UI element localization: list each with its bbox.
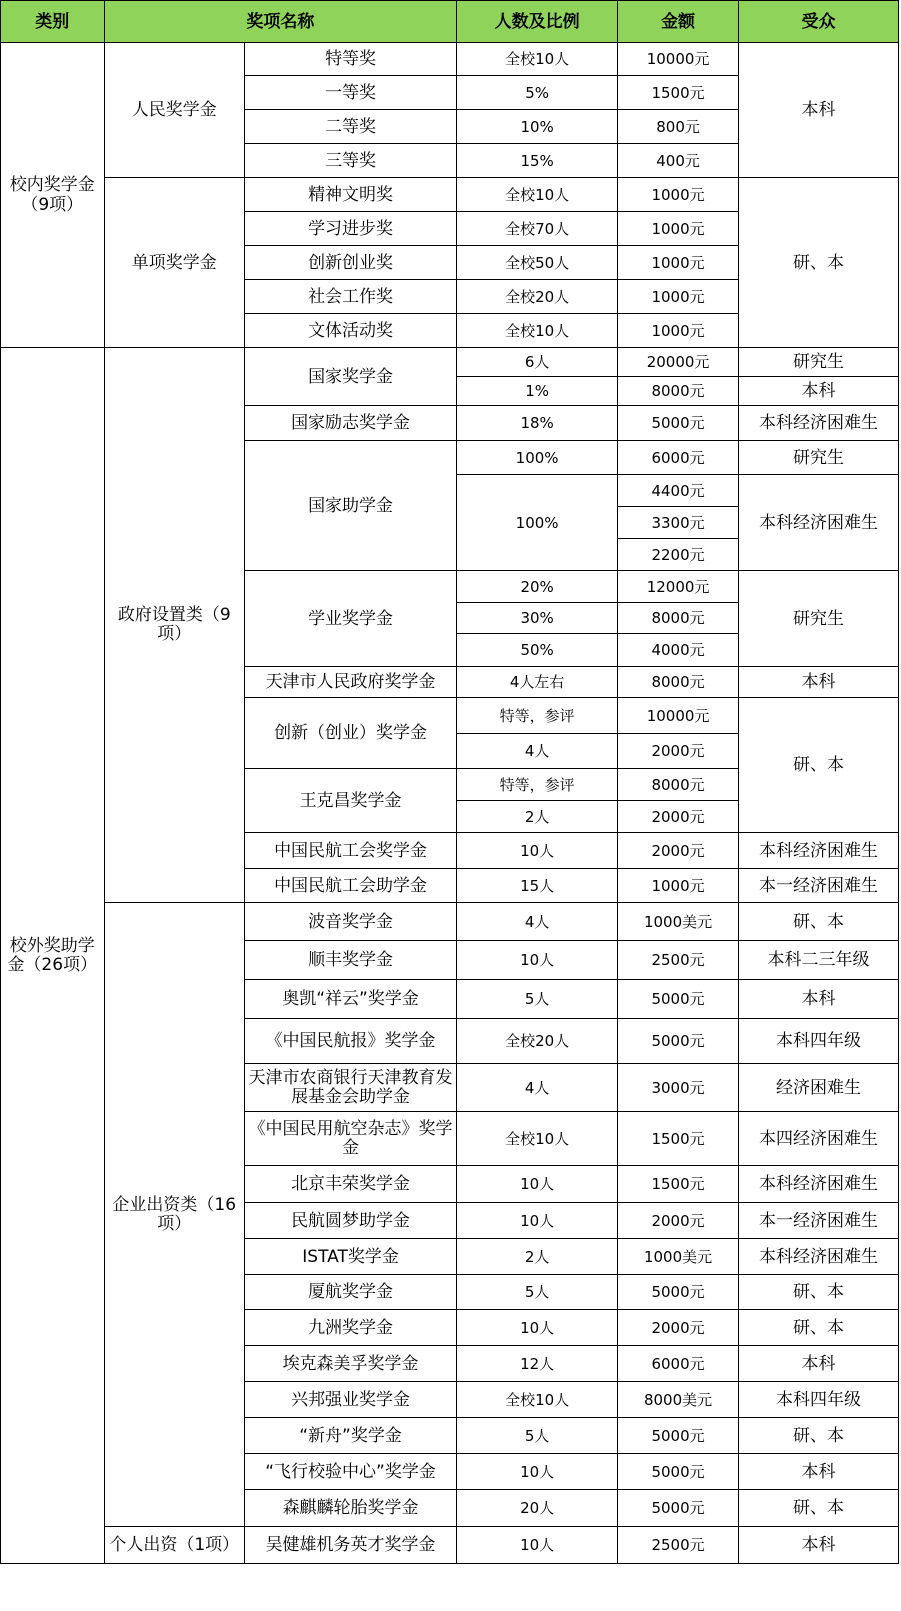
count-cell: 全校10人 [457, 43, 618, 76]
amount-cell: 1000美元 [618, 903, 739, 941]
count-cell: 10人 [457, 941, 618, 980]
amount-cell: 8000元 [618, 769, 739, 801]
amount-cell: 1000元 [618, 869, 739, 903]
header-category: 类别 [1, 1, 105, 43]
audience-cell: 本科经济困难生 [739, 833, 899, 869]
award-name-cell: 学习进步奖 [244, 212, 456, 246]
amount-cell: 2000元 [618, 833, 739, 869]
award-name-cell: 波音奖学金 [244, 903, 456, 941]
count-cell: 4人 [457, 734, 618, 769]
audience-cell: 研、本 [739, 903, 899, 941]
count-cell: 特等，参评 [457, 698, 618, 734]
count-cell: 5人 [457, 1418, 618, 1454]
amount-cell: 1000元 [618, 280, 739, 314]
award-name-cell: 国家奖学金 [244, 348, 456, 406]
count-cell: 10人 [457, 1454, 618, 1490]
amount-cell: 5000元 [618, 1418, 739, 1454]
audience-cell: 本科 [739, 1527, 899, 1564]
audience-cell: 研究生 [739, 571, 899, 667]
amount-cell: 800元 [618, 110, 739, 144]
audience-cell: 研究生 [739, 348, 899, 377]
audience-cell: 本科 [739, 43, 899, 178]
audience-cell: 本科 [739, 377, 899, 406]
amount-cell: 4400元 [618, 475, 739, 507]
amount-cell: 1000元 [618, 178, 739, 212]
audience-cell: 本科四年级 [739, 1382, 899, 1418]
amount-cell: 1500元 [618, 1166, 739, 1203]
audience-cell: 本一经济困难生 [739, 869, 899, 903]
audience-cell: 本四经济困难生 [739, 1112, 899, 1166]
count-cell: 2人 [457, 801, 618, 833]
award-name-cell: 吴健雄机务英才奖学金 [244, 1527, 456, 1564]
header-audience: 受众 [739, 1, 899, 43]
count-cell: 30% [457, 603, 618, 634]
audience-cell: 经济困难生 [739, 1064, 899, 1112]
amount-cell: 2000元 [618, 801, 739, 833]
amount-cell: 8000元 [618, 377, 739, 406]
audience-cell: 研、本 [739, 1310, 899, 1346]
count-cell: 10人 [457, 1166, 618, 1203]
award-name-cell: 三等奖 [244, 144, 456, 178]
audience-cell: 本科二三年级 [739, 941, 899, 980]
category-cell: 校内奖学金（9项） [1, 43, 105, 348]
award-name-cell: ISTAT奖学金 [244, 1239, 456, 1275]
count-cell: 5人 [457, 980, 618, 1019]
audience-cell: 研究生 [739, 441, 899, 475]
award-name-cell: 北京丰荣奖学金 [244, 1166, 456, 1203]
award-name-cell: 王克昌奖学金 [244, 769, 456, 833]
count-cell: 5人 [457, 1275, 618, 1310]
count-cell: 50% [457, 634, 618, 667]
header-count-ratio: 人数及比例 [457, 1, 618, 43]
count-cell: 全校20人 [457, 280, 618, 314]
count-cell: 10人 [457, 1310, 618, 1346]
amount-cell: 5000元 [618, 1490, 739, 1527]
award-name-cell: 社会工作奖 [244, 280, 456, 314]
count-cell: 20人 [457, 1490, 618, 1527]
table-row [1, 348, 899, 377]
count-cell: 全校10人 [457, 1382, 618, 1418]
count-cell: 10人 [457, 1203, 618, 1239]
award-name-cell: 森麒麟轮胎奖学金 [244, 1490, 456, 1527]
amount-cell: 4000元 [618, 634, 739, 667]
subcategory-cell: 单项奖学金 [104, 178, 244, 348]
amount-cell: 2000元 [618, 1310, 739, 1346]
audience-cell: 研、本 [739, 1418, 899, 1454]
audience-cell: 本科 [739, 667, 899, 698]
award-name-cell: 兴邦强业奖学金 [244, 1382, 456, 1418]
audience-cell: 本一经济困难生 [739, 1203, 899, 1239]
amount-cell: 8000美元 [618, 1382, 739, 1418]
award-name-cell: 精神文明奖 [244, 178, 456, 212]
amount-cell: 1500元 [618, 76, 739, 110]
subcategory-cell: 个人出资（1项） [104, 1527, 244, 1564]
count-cell: 15% [457, 144, 618, 178]
count-cell: 10人 [457, 1527, 618, 1564]
count-cell: 20% [457, 571, 618, 603]
count-cell: 全校70人 [457, 212, 618, 246]
count-cell: 10人 [457, 833, 618, 869]
subcategory-cell: 企业出资类（16项） [104, 903, 244, 1527]
audience-cell: 本科四年级 [739, 1019, 899, 1064]
audience-cell: 本科经济困难生 [739, 475, 899, 571]
count-cell: 全校10人 [457, 178, 618, 212]
count-cell: 4人 [457, 1064, 618, 1112]
table-row [1, 43, 899, 76]
table-row [1, 178, 899, 212]
award-name-cell: 中国民航工会奖学金 [244, 833, 456, 869]
amount-cell: 2000元 [618, 1203, 739, 1239]
count-cell: 全校10人 [457, 1112, 618, 1166]
audience-cell: 研、本 [739, 1490, 899, 1527]
count-cell: 15人 [457, 869, 618, 903]
amount-cell: 3300元 [618, 507, 739, 539]
award-name-cell: 国家助学金 [244, 441, 456, 571]
count-cell: 100% [457, 441, 618, 475]
amount-cell: 2500元 [618, 941, 739, 980]
count-cell: 6人 [457, 348, 618, 377]
audience-cell: 本科 [739, 1454, 899, 1490]
award-name-cell: 二等奖 [244, 110, 456, 144]
amount-cell: 3000元 [618, 1064, 739, 1112]
award-name-cell: “新舟”奖学金 [244, 1418, 456, 1454]
amount-cell: 5000元 [618, 1454, 739, 1490]
audience-cell: 本科经济困难生 [739, 406, 899, 441]
award-name-cell: 民航圆梦助学金 [244, 1203, 456, 1239]
header-award-name: 奖项名称 [104, 1, 457, 43]
award-name-cell: 顺丰奖学金 [244, 941, 456, 980]
award-name-cell: 创新创业奖 [244, 246, 456, 280]
award-name-cell: 九洲奖学金 [244, 1310, 456, 1346]
audience-cell: 本科 [739, 980, 899, 1019]
award-name-cell: 学业奖学金 [244, 571, 456, 667]
award-name-cell: 国家励志奖学金 [244, 406, 456, 441]
amount-cell: 10000元 [618, 43, 739, 76]
amount-cell: 2200元 [618, 539, 739, 571]
amount-cell: 1000元 [618, 246, 739, 280]
audience-cell: 研、本 [739, 1275, 899, 1310]
header-amount: 金额 [618, 1, 739, 43]
category-cell: 校外奖助学金（26项） [1, 348, 105, 1564]
award-name-cell: 创新（创业）奖学金 [244, 698, 456, 769]
count-cell: 5% [457, 76, 618, 110]
award-name-cell: 厦航奖学金 [244, 1275, 456, 1310]
amount-cell: 8000元 [618, 603, 739, 634]
award-name-cell: 中国民航工会助学金 [244, 869, 456, 903]
count-cell: 2人 [457, 1239, 618, 1275]
amount-cell: 2500元 [618, 1527, 739, 1564]
amount-cell: 1000美元 [618, 1239, 739, 1275]
count-cell: 4人左右 [457, 667, 618, 698]
award-name-cell: 一等奖 [244, 76, 456, 110]
amount-cell: 10000元 [618, 698, 739, 734]
audience-cell: 本科经济困难生 [739, 1166, 899, 1203]
count-cell: 全校20人 [457, 1019, 618, 1064]
amount-cell: 5000元 [618, 406, 739, 441]
amount-cell: 12000元 [618, 571, 739, 603]
amount-cell: 20000元 [618, 348, 739, 377]
award-name-cell: 特等奖 [244, 43, 456, 76]
audience-cell: 本科经济困难生 [739, 1239, 899, 1275]
count-cell: 12人 [457, 1346, 618, 1382]
award-name-cell: 天津市人民政府奖学金 [244, 667, 456, 698]
audience-cell: 研、本 [739, 698, 899, 833]
header-row [1, 1, 899, 43]
award-name-cell: 《中国民用航空杂志》奖学金 [244, 1112, 456, 1166]
subcategory-cell: 政府设置类（9项） [104, 348, 244, 903]
amount-cell: 6000元 [618, 441, 739, 475]
audience-cell: 研、本 [739, 178, 899, 348]
count-cell: 18% [457, 406, 618, 441]
award-name-cell: 奥凯“祥云”奖学金 [244, 980, 456, 1019]
award-name-cell: 《中国民航报》奖学金 [244, 1019, 456, 1064]
award-name-cell: “飞行校验中心”奖学金 [244, 1454, 456, 1490]
amount-cell: 5000元 [618, 1275, 739, 1310]
amount-cell: 5000元 [618, 980, 739, 1019]
table-row [1, 903, 899, 941]
table-row [1, 1527, 899, 1564]
amount-cell: 5000元 [618, 1019, 739, 1064]
count-cell: 1% [457, 377, 618, 406]
amount-cell: 400元 [618, 144, 739, 178]
award-name-cell: 文体活动奖 [244, 314, 456, 348]
audience-cell: 本科 [739, 1346, 899, 1382]
amount-cell: 8000元 [618, 667, 739, 698]
amount-cell: 2000元 [618, 734, 739, 769]
subcategory-cell: 人民奖学金 [104, 43, 244, 178]
count-cell: 100% [457, 475, 618, 571]
amount-cell: 1000元 [618, 212, 739, 246]
count-cell: 10% [457, 110, 618, 144]
award-name-cell: 天津市农商银行天津教育发展基金会助学金 [244, 1064, 456, 1112]
count-cell: 全校50人 [457, 246, 618, 280]
award-name-cell: 埃克森美孚奖学金 [244, 1346, 456, 1382]
amount-cell: 6000元 [618, 1346, 739, 1382]
count-cell: 特等，参评 [457, 769, 618, 801]
amount-cell: 1500元 [618, 1112, 739, 1166]
amount-cell: 1000元 [618, 314, 739, 348]
count-cell: 全校10人 [457, 314, 618, 348]
count-cell: 4人 [457, 903, 618, 941]
